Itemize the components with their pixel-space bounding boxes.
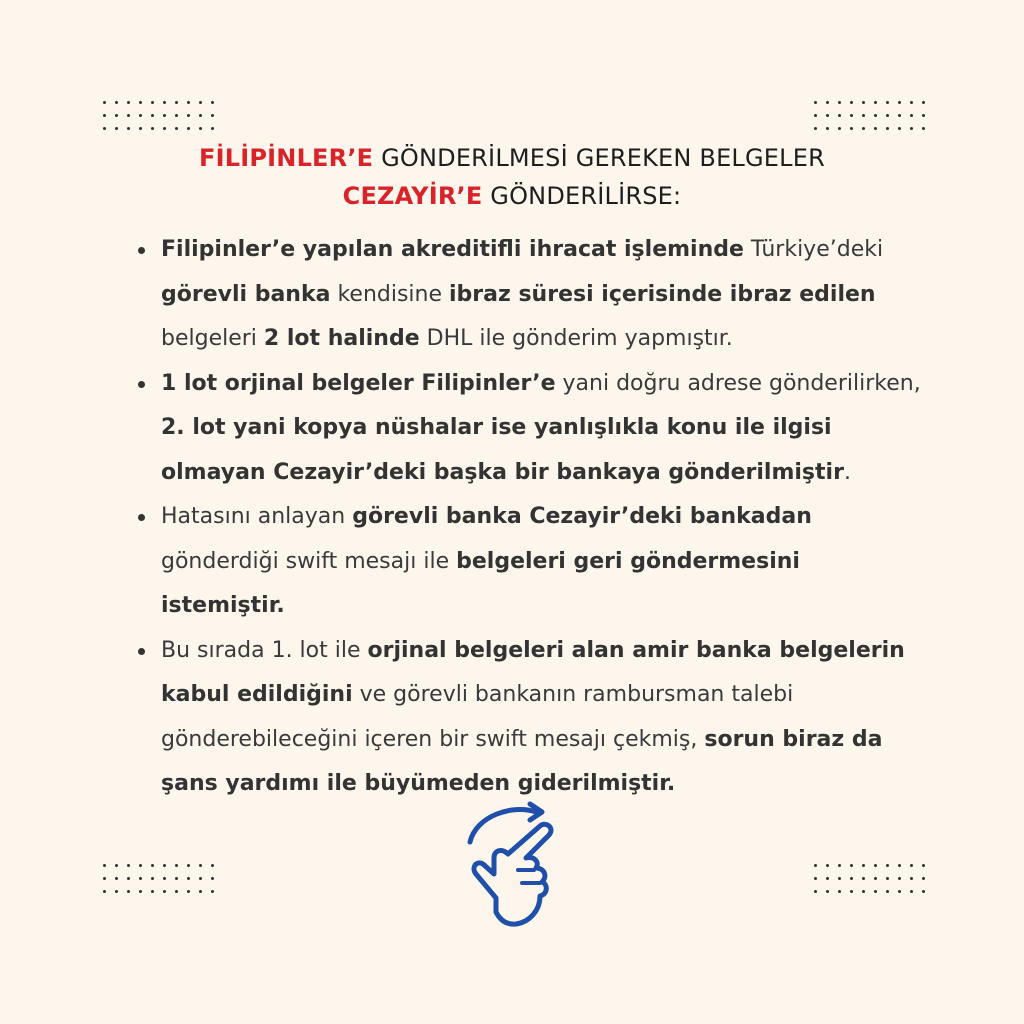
body-text: belgeleri: [161, 326, 264, 351]
dot: [139, 114, 142, 117]
dot: [211, 890, 214, 893]
dot: [874, 864, 877, 867]
list-item: [135, 228, 925, 362]
dot: [199, 101, 202, 104]
dot: [814, 114, 817, 117]
dot: [187, 890, 190, 893]
body-text: Bu sırada 1. lot ile: [161, 637, 368, 663]
dot: [826, 890, 829, 893]
dot-grid-top-left: [103, 101, 215, 130]
body-text: Hatasını anlayan: [161, 504, 353, 529]
dot: [127, 127, 130, 130]
dot: [175, 890, 178, 893]
dot: [127, 101, 130, 104]
dot: [910, 114, 913, 117]
dot: [886, 890, 889, 893]
dot: [850, 864, 853, 867]
bold-text: 1 lot orjinal belgeler Filipinler’e: [161, 370, 556, 396]
dot: [874, 114, 877, 117]
bullet-list: [135, 228, 925, 807]
dot: [898, 127, 901, 130]
dot: [922, 864, 925, 867]
dot: [115, 864, 118, 867]
dot: [898, 114, 901, 117]
dot: [163, 890, 166, 893]
dot: [139, 864, 142, 867]
dot: [163, 864, 166, 867]
swipe-hand-icon[interactable]: [462, 800, 562, 930]
dot: [115, 877, 118, 880]
dot: [874, 101, 877, 104]
dot: [886, 127, 889, 130]
dot: [898, 890, 901, 893]
dot: [175, 114, 178, 117]
dot: [103, 890, 106, 893]
dot: [910, 864, 913, 867]
dot: [862, 114, 865, 117]
dot: [838, 114, 841, 117]
dot: [103, 127, 106, 130]
dot: [826, 127, 829, 130]
dot: [187, 877, 190, 880]
dot: [814, 101, 817, 104]
body-text: DHL ile gönderim yapmıştır.: [419, 326, 733, 351]
dot: [862, 101, 865, 104]
dot: [139, 127, 142, 130]
dot: [910, 101, 913, 104]
dot: [115, 127, 118, 130]
dot: [922, 101, 925, 104]
dot-grid-top-right: [814, 101, 926, 130]
dot: [898, 101, 901, 104]
bold-text: görevli banka: [161, 281, 331, 307]
bold-text: ibraz süresi içerisinde ibraz edilen: [449, 281, 876, 307]
dot: [874, 877, 877, 880]
dot: [151, 101, 154, 104]
dot: [838, 101, 841, 104]
dot: [115, 101, 118, 104]
dot: [826, 114, 829, 117]
dot: [862, 877, 865, 880]
dot: [910, 890, 913, 893]
dot: [103, 101, 106, 104]
dot: [826, 101, 829, 104]
body-text: Türkiye’deki: [743, 237, 884, 262]
dot: [838, 864, 841, 867]
dot: [886, 101, 889, 104]
dot: [922, 114, 925, 117]
dot: [151, 890, 154, 893]
dot: [127, 877, 130, 880]
dot: [838, 877, 841, 880]
dot: [922, 877, 925, 880]
title-line-2: [0, 182, 1024, 210]
title-country-algeria: CEZAYİR’E: [342, 182, 483, 210]
dot: [850, 114, 853, 117]
dot: [139, 877, 142, 880]
body-text: kendisine: [330, 281, 450, 307]
dot: [850, 890, 853, 893]
dot: [850, 877, 853, 880]
dot: [886, 864, 889, 867]
dot: [151, 877, 154, 880]
dot: [922, 127, 925, 130]
dot: [910, 877, 913, 880]
dot: [862, 864, 865, 867]
dot: [127, 864, 130, 867]
dot: [163, 101, 166, 104]
dot: [127, 114, 130, 117]
dot: [898, 877, 901, 880]
dot: [175, 877, 178, 880]
dot: [199, 114, 202, 117]
bold-text: Filipinler’e yapılan akreditifli ihracat işleminde: [161, 237, 744, 262]
dot: [127, 890, 130, 893]
dot: [139, 101, 142, 104]
bold-text: 2 lot halinde: [263, 326, 420, 351]
dot: [211, 127, 214, 130]
dot: [199, 864, 202, 867]
dot: [139, 890, 142, 893]
title-line-2-text: GÖNDERİLİRSE:: [490, 182, 682, 210]
dot: [211, 114, 214, 117]
body-text: gönderdiği swift mesajı ile: [161, 548, 457, 574]
dot: [187, 114, 190, 117]
list-item: [135, 362, 925, 496]
dot: [862, 890, 865, 893]
dot-grid-bottom-left: [103, 864, 215, 893]
dot: [199, 877, 202, 880]
dot: [187, 864, 190, 867]
dot: [826, 864, 829, 867]
body-text: ve görevli bankanın rambursman talebi gönderebileceğini içeren bir swift mesajı çekmiş,: [161, 682, 794, 752]
title-country-philippines: FİLİPİNLER’E: [199, 144, 374, 172]
body-text: yani doğru adrese gönderilirken,: [555, 370, 921, 396]
dot: [175, 864, 178, 867]
title-line-1: [0, 144, 1024, 172]
dot: [115, 890, 118, 893]
dot: [898, 864, 901, 867]
bold-text: görevli banka Cezayir’deki bankadan: [352, 504, 812, 529]
bold-text: orjinal belgeleri alan amir banka belgelerin kabul edildiğini: [161, 637, 905, 707]
dot: [175, 127, 178, 130]
dot: [874, 890, 877, 893]
dot: [886, 114, 889, 117]
dot: [862, 127, 865, 130]
bold-text: sorun biraz da şans yardımı ile büyümeden giderilmiştir.: [161, 726, 883, 796]
dot: [814, 877, 817, 880]
dot: [199, 127, 202, 130]
dot: [838, 890, 841, 893]
dot: [910, 127, 913, 130]
dot: [103, 877, 106, 880]
dot: [151, 864, 154, 867]
dot: [199, 890, 202, 893]
bold-text: belgeleri geri göndermesini istemiştir.: [161, 548, 800, 618]
dot: [814, 127, 817, 130]
dot: [838, 127, 841, 130]
dot: [814, 890, 817, 893]
dot: [211, 864, 214, 867]
dot: [151, 114, 154, 117]
dot: [850, 101, 853, 104]
list-item: [135, 629, 925, 807]
dot: [175, 101, 178, 104]
dot: [103, 114, 106, 117]
dot-grid-bottom-right: [814, 864, 926, 893]
dot: [211, 877, 214, 880]
dot: [850, 127, 853, 130]
dot: [163, 114, 166, 117]
dot: [922, 890, 925, 893]
dot: [115, 114, 118, 117]
dot: [211, 101, 214, 104]
title-line-1-text: GÖNDERİLMESİ GEREKEN BELGELER: [381, 144, 825, 172]
bold-text: 2. lot yani kopya nüshalar ise yanlışlıkla konu ile ilgisi olmayan Cezayir’deki başka bir bankaya gönderilmiştir: [161, 415, 844, 485]
dot: [874, 127, 877, 130]
body-text: .: [843, 459, 851, 485]
list-item: [135, 495, 925, 629]
dot: [814, 864, 817, 867]
dot: [103, 864, 106, 867]
dot: [151, 127, 154, 130]
dot: [163, 127, 166, 130]
dot: [163, 877, 166, 880]
dot: [886, 877, 889, 880]
dot: [826, 877, 829, 880]
dot: [187, 127, 190, 130]
dot: [187, 101, 190, 104]
